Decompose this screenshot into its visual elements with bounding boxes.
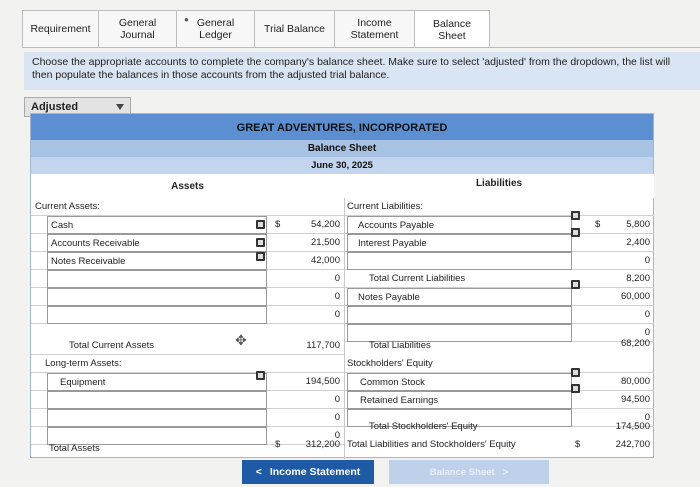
asset-amount[interactable]: 0 bbox=[334, 309, 340, 320]
tab-trial-balance[interactable] bbox=[254, 10, 334, 48]
liability-amount[interactable]: 5,800 bbox=[626, 219, 650, 230]
grand-total-label: Total Liabilities and Stockholders' Equity bbox=[347, 439, 516, 450]
dropdown-icon[interactable] bbox=[256, 238, 265, 247]
dropdown-icon[interactable] bbox=[571, 280, 580, 289]
statement-date: June 30, 2025 bbox=[31, 157, 653, 174]
total-equity-value: 174,500 bbox=[615, 421, 650, 432]
total-equity-label: Total Stockholders' Equity bbox=[369, 421, 478, 432]
asset-amount[interactable]: 0 bbox=[334, 273, 340, 284]
next-balance-sheet-button[interactable] bbox=[389, 460, 549, 484]
liab-row bbox=[345, 391, 654, 409]
tab-label: General Journal bbox=[118, 17, 157, 41]
asset-amount[interactable]: 54,200 bbox=[310, 219, 340, 230]
liability-account-select[interactable]: Accounts Payable bbox=[347, 216, 572, 234]
equity-amount[interactable]: 80,000 bbox=[620, 376, 650, 387]
long-term-assets-label: Long-term Assets: bbox=[45, 358, 122, 369]
liability-amount[interactable]: 0 bbox=[644, 309, 650, 320]
assets-row bbox=[31, 391, 344, 409]
assets-row bbox=[31, 355, 344, 373]
assets-row bbox=[31, 198, 344, 216]
instruction-text: Choose the appropriate accounts to complete the company's balance sheet. Make sure to select 'adjusted' from the dropdown, the list will then populate the balances in those accounts from the adjusted trial balance. bbox=[24, 52, 700, 90]
tab-bar bbox=[22, 10, 490, 48]
equity-account-select[interactable]: Retained Earnings bbox=[347, 391, 572, 409]
liability-amount[interactable]: 2,400 bbox=[626, 237, 650, 248]
current-assets-label: Current Assets: bbox=[35, 201, 100, 212]
tab-income-statement[interactable] bbox=[334, 10, 414, 48]
dropdown-icon[interactable] bbox=[571, 368, 580, 377]
next-button-label: Balance Sheet bbox=[429, 466, 495, 478]
asset-amount[interactable]: 0 bbox=[334, 394, 340, 405]
liability-amount[interactable]: 60,000 bbox=[620, 291, 650, 302]
liab-row bbox=[345, 216, 654, 234]
tab-general-journal[interactable] bbox=[98, 10, 176, 48]
company-name: GREAT ADVENTURES, INCORPORATED bbox=[31, 114, 653, 140]
total-current-assets-value: 117,700 bbox=[306, 340, 340, 351]
dropdown-icon[interactable] bbox=[571, 228, 580, 237]
equity-amount[interactable]: 0 bbox=[644, 412, 650, 423]
liab-row bbox=[345, 373, 654, 391]
tab-label: Balance Sheet bbox=[433, 17, 471, 42]
currency-sign: $ bbox=[275, 219, 281, 230]
liability-account-select[interactable] bbox=[347, 306, 572, 324]
dropdown-icon[interactable] bbox=[571, 211, 580, 220]
currency-sign: $ bbox=[595, 219, 601, 230]
liability-account-select[interactable]: Interest Payable bbox=[347, 234, 572, 252]
assets-row bbox=[31, 288, 344, 306]
liabilities-header: Liabilities bbox=[344, 174, 654, 198]
move-cursor-icon: ✥ bbox=[235, 332, 247, 348]
liability-account-select[interactable] bbox=[347, 252, 572, 270]
asset-amount[interactable]: 0 bbox=[334, 412, 340, 423]
prev-button-label: Income Statement bbox=[269, 466, 361, 478]
total-current-liabilities-label: Total Current Liabilities bbox=[369, 273, 466, 284]
footer-nav bbox=[0, 458, 700, 487]
assets-row bbox=[31, 306, 344, 324]
assets-row bbox=[31, 270, 344, 288]
equity-amount[interactable]: 94,500 bbox=[620, 394, 650, 405]
tab-requirement[interactable] bbox=[22, 10, 98, 48]
total-liabilities-value: 68,200 bbox=[620, 338, 650, 349]
liability-amount[interactable]: 0 bbox=[644, 255, 650, 266]
asset-account-select[interactable] bbox=[47, 409, 267, 427]
liab-total-row bbox=[345, 436, 654, 454]
tab-label: General Ledger bbox=[196, 17, 235, 41]
assets-row bbox=[31, 373, 344, 391]
balance-sheet-table bbox=[30, 113, 654, 458]
tab-general-ledger[interactable] bbox=[176, 10, 254, 48]
prev-income-statement-button[interactable] bbox=[242, 460, 374, 484]
assets-total-row bbox=[31, 337, 344, 355]
total-liabilities-label: Total Liabilities bbox=[369, 340, 431, 351]
total-current-liabilities-value: 8,200 bbox=[626, 273, 650, 284]
total-assets-value: 312,200 bbox=[305, 439, 340, 450]
liability-amount[interactable]: 0 bbox=[644, 327, 650, 338]
asset-account-select[interactable] bbox=[47, 391, 267, 409]
chevron-right-icon: > bbox=[502, 466, 509, 478]
dropdown-value: Adjusted bbox=[31, 101, 79, 113]
total-assets-label: Total Assets bbox=[49, 443, 100, 454]
liability-account-select[interactable]: Notes Payable bbox=[347, 288, 572, 306]
chevron-left-icon: < bbox=[255, 466, 262, 478]
tab-label: Trial Balance bbox=[264, 23, 325, 35]
asset-account-select[interactable] bbox=[47, 288, 267, 306]
liab-row bbox=[345, 198, 654, 216]
assets-row bbox=[31, 252, 344, 270]
liab-total-row bbox=[345, 270, 654, 288]
currency-sign: $ bbox=[275, 439, 281, 450]
dropdown-icon[interactable] bbox=[571, 384, 580, 393]
liab-total-row bbox=[345, 418, 654, 436]
asset-account-select[interactable] bbox=[47, 270, 267, 288]
assets-row bbox=[31, 216, 344, 234]
tab-label: Income Statement bbox=[350, 17, 399, 41]
grand-total-value: 242,700 bbox=[615, 439, 650, 450]
tab-divider bbox=[22, 47, 700, 48]
liab-row bbox=[345, 252, 654, 270]
asset-account-select[interactable]: Notes Receivable bbox=[47, 252, 267, 270]
liab-total-row bbox=[345, 337, 654, 355]
stockholders-equity-label: Stockholders' Equity bbox=[347, 358, 433, 369]
total-current-assets-label: Total Current Assets bbox=[69, 340, 155, 351]
asset-account-select[interactable] bbox=[47, 306, 267, 324]
asset-amount[interactable]: 0 bbox=[334, 430, 340, 441]
asset-amount[interactable]: 42,000 bbox=[310, 255, 340, 266]
asset-account-select[interactable]: Accounts Receivable bbox=[47, 234, 267, 252]
asset-amount[interactable]: 194,500 bbox=[305, 376, 340, 387]
currency-sign: $ bbox=[575, 439, 581, 450]
liab-row bbox=[345, 234, 654, 252]
tab-label: Requirement bbox=[30, 23, 91, 35]
liab-row bbox=[345, 306, 654, 324]
dropdown-icon[interactable] bbox=[256, 371, 265, 380]
assets-row bbox=[31, 234, 344, 252]
asset-account-select[interactable]: Cash bbox=[47, 216, 267, 234]
assets-row bbox=[31, 409, 344, 427]
assets-total-row bbox=[31, 436, 344, 454]
liab-row bbox=[345, 355, 654, 373]
caret-down-icon bbox=[116, 104, 124, 110]
current-liabilities-label: Current Liabilities: bbox=[347, 201, 424, 212]
statement-title: Balance Sheet bbox=[31, 140, 653, 157]
dropdown-icon[interactable] bbox=[256, 220, 265, 229]
liab-row bbox=[345, 288, 654, 306]
equity-account-select[interactable]: Common Stock bbox=[347, 373, 572, 391]
assets-header: Assets bbox=[31, 174, 344, 198]
dropdown-icon[interactable] bbox=[256, 252, 265, 261]
tab-balance-sheet[interactable] bbox=[414, 10, 490, 48]
asset-amount[interactable]: 0 bbox=[334, 291, 340, 302]
asset-amount[interactable]: 21,500 bbox=[310, 237, 340, 248]
asset-account-select[interactable]: Equipment bbox=[47, 373, 267, 391]
edited-dot-icon: ● bbox=[184, 15, 189, 24]
